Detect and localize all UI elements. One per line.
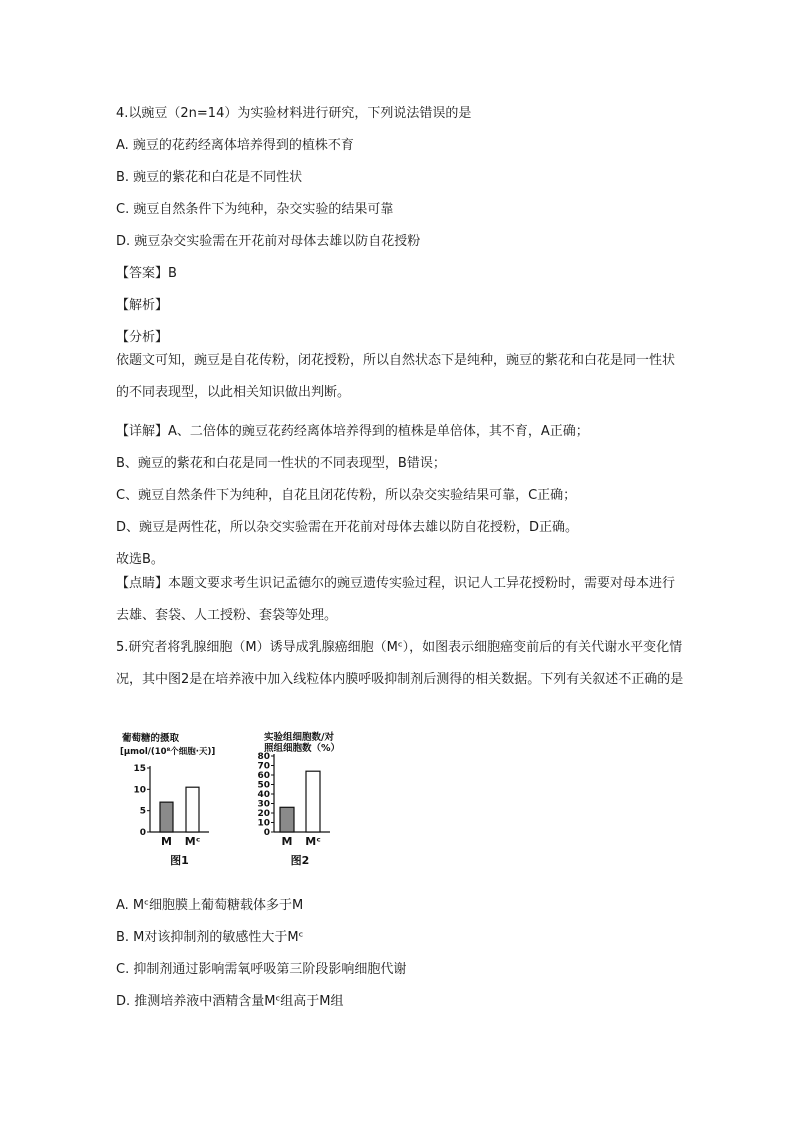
chart-2-category-label: M — [281, 835, 293, 848]
chart-1-bar-1 — [160, 802, 173, 832]
chart-1-tick-label: 5 — [139, 806, 146, 817]
q5-option-c: C. 抑制剂通过影响需氧呼吸第三阶段影响细胞代谢 — [116, 962, 407, 977]
option-a: A. 豌豆的花药经离体培养得到的植株不育 — [116, 138, 354, 153]
chart-2-tick-label: 70 — [257, 761, 270, 772]
jiexi-heading: 【解析】 — [116, 298, 169, 313]
q5-option-d: D. 推测培养液中酒精含量Mᶜ组高于M组 — [116, 994, 344, 1009]
option-b: B. 豌豆的紫花和白花是不同性状 — [116, 170, 303, 185]
chart-2-tick-label: 20 — [257, 809, 270, 819]
chart-2-tick-label: 40 — [257, 790, 270, 800]
fenxi-heading: 【分析】 — [116, 330, 169, 345]
chart-2-tick-label: 50 — [257, 780, 270, 791]
chart-1-bar-2 — [186, 787, 199, 832]
chart-2-caption: 图2 — [290, 854, 310, 867]
chart-2-tick-label: 30 — [257, 799, 270, 810]
detail-c: C、豌豆自然条件下为纯种，自花且闭花传粉，所以杂交实验结果可靠，C正确； — [116, 488, 577, 503]
analysis-paragraph: 依题文可知，豌豆是自花传粉，闭花授粉，所以自然状态下是纯种，豌豆的紫花和白花是同一性状的不同表现型，以此相关知识做出判断。 — [116, 353, 676, 400]
detail-d: D、豌豆是两性花，所以杂交实验需在开花前对母体去雄以防自花授粉，D正确。 — [116, 520, 579, 535]
chart-1-caption: 图1 — [170, 854, 189, 867]
detail-b: B、豌豆的紫花和白花是同一性状的不同表现型，B错误； — [116, 456, 446, 471]
chart-2-title-line: 照组细胞数（%） — [264, 743, 341, 754]
comment-paragraph: 【点睛】本题文要求考生识记孟德尔的豌豆遗传实验过程，识记人工异花授粉时，需要对母本进行去雄、套袋、人工授粉、套袋等处理。 — [116, 576, 676, 623]
question-5-stem: 5.研究者将乳腺细胞（M）诱导成乳腺癌细胞（Mᶜ），如图表示细胞癌变前后的有关代谢水平变化情况，其中图2是在培养液中加入线粒体内膜呼吸抑制剂后测得的相关数据。下列有关叙述不正确的是 — [116, 640, 684, 687]
q5-option-a: A. Mᶜ细胞膜上葡萄糖载体多于M — [116, 898, 304, 913]
answer: 【答案】B — [116, 266, 177, 281]
q5-option-b: B. M对该抑制剂的敏感性大于Mᶜ — [116, 930, 304, 945]
chart-2-bar-2 — [306, 771, 320, 832]
chart-2-tick-label: 10 — [257, 818, 270, 829]
chart-2-title-line: 实验组细胞数/对 — [264, 732, 334, 743]
choose-line: 故选B。 — [116, 552, 164, 567]
detail-a: 【详解】A、二倍体的豌豆花药经离体培养得到的植株是单倍体，其不育，A正确； — [116, 424, 589, 439]
chart-1-tick-label: 15 — [133, 764, 146, 774]
chart-1-ylabel: [μmol/(10⁸个细胞·天)] — [120, 747, 216, 757]
chart-1-category-label: Mᶜ — [184, 835, 201, 848]
figure-charts — [116, 728, 348, 874]
chart-1-tick-label: 0 — [139, 828, 146, 838]
chart-2-tick-label: 0 — [263, 828, 270, 838]
chart-2-tick-label: 80 — [257, 752, 270, 762]
chart-2-category-label: Mᶜ — [305, 835, 321, 848]
chart-1-category-label: M — [161, 835, 172, 848]
option-d: D. 豌豆杂交实验需在开花前对母体去雄以防自花授粉 — [116, 234, 421, 249]
chart-1-tick-label: 10 — [133, 785, 146, 796]
chart-2-bar-1 — [280, 807, 294, 832]
chart-2-tick-label: 60 — [257, 771, 270, 781]
charts-svg — [116, 728, 348, 874]
chart-1-title: 葡萄糖的摄取 — [122, 733, 180, 744]
option-c: C. 豌豆自然条件下为纯种，杂交实验的结果可靠 — [116, 202, 394, 217]
question-4-stem: 4.以豌豆（2n=14）为实验材料进行研究，下列说法错误的是 — [116, 106, 472, 121]
